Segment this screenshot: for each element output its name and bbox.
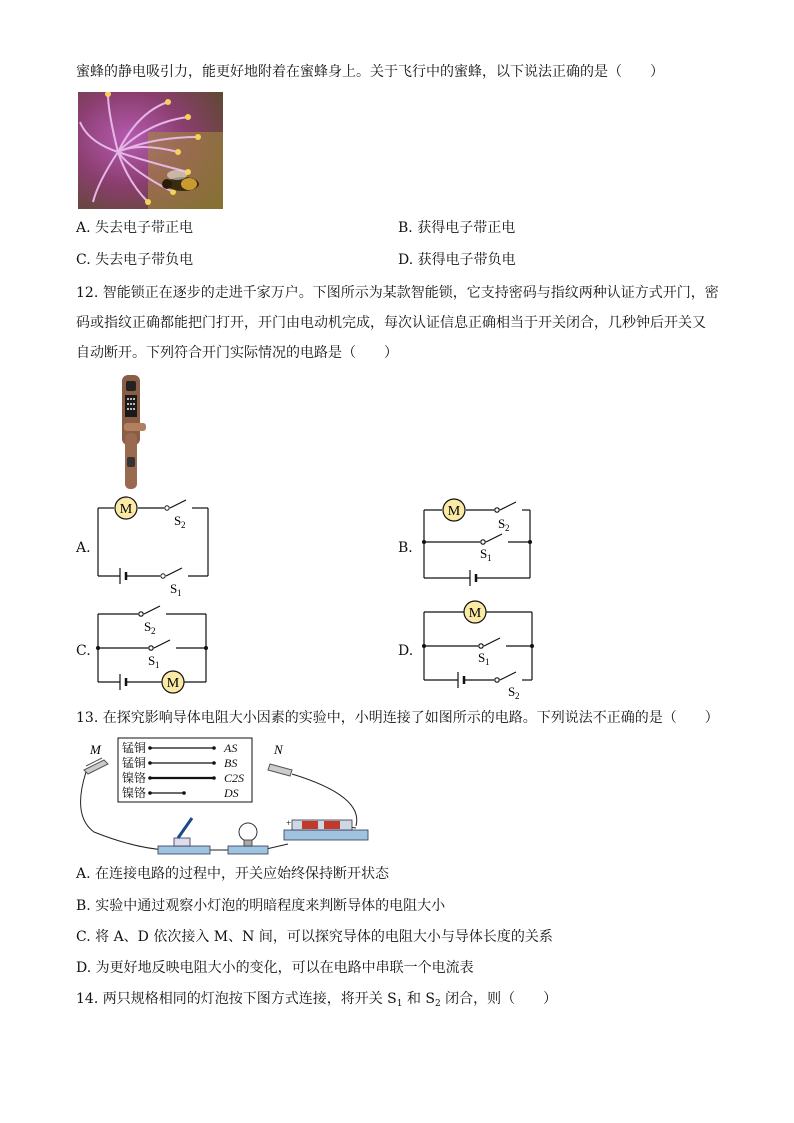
switch-label: S — [170, 581, 178, 596]
circuit-b-diagram — [418, 494, 542, 594]
q11-option-a[interactable]: A. 失去电子带正电 — [76, 220, 194, 236]
svg-text:+: + — [286, 818, 292, 828]
wire-label: DS — [224, 786, 239, 800]
smart-lock-photo — [116, 373, 148, 490]
motor-label: M — [447, 504, 461, 519]
svg-text:2: 2 — [505, 523, 510, 533]
wire-material: 锰铜 — [122, 741, 147, 755]
clip-n-label: N — [274, 742, 283, 757]
switch-label: S — [480, 546, 488, 561]
wire-material: 锰铜 — [122, 756, 147, 770]
q12-option-d-label[interactable]: D. — [398, 643, 414, 659]
motor-label: M — [119, 502, 133, 517]
q12-stem-line3: 自动断开。下列符合开门实际情况的电路是（ ） — [76, 345, 398, 361]
svg-text:2: 2 — [151, 626, 156, 636]
q13-option-c[interactable]: C. 将 A、D 依次接入 M、N 间，可以探究导体的电阻大小与导体长度的关系 — [76, 929, 553, 945]
switch-label: S — [498, 516, 506, 531]
wire-label: AS — [224, 741, 238, 755]
wire-material: 镍铬 — [122, 771, 147, 785]
circuit-a-diagram — [92, 492, 216, 598]
circuit-d-diagram — [418, 598, 542, 702]
q13-experiment-figure — [74, 736, 374, 860]
wire-label: BS — [224, 756, 238, 770]
q14-stem: 14. 两只规格相同的灯泡按下图方式连接，将开关 $S_1$ 和 $S_2$ 闭合，则（ ） — [76, 991, 558, 1009]
svg-text:2: 2 — [515, 691, 520, 701]
q11-stem-tail: 蜜蜂的静电吸引力，能更好地附着在蜜蜂身上。关于飞行中的蜜蜂，以下说法正确的是（ ） — [76, 64, 664, 80]
q12-stem-line2: 码或指纹正确都能把门打开，开门由电动机完成，每次认证信息正确相当于开关闭合，几秒钟后开关又 — [76, 315, 706, 331]
q12-stem-line1: 12. 智能锁正在逐步的走进千家万户。下图所示为某款智能锁，它支持密码与指纹两种认证方式开门，密 — [76, 285, 719, 301]
switch-label: S — [144, 619, 152, 634]
q13-option-b[interactable]: B. 实验中通过观察小灯泡的明暗程度来判断导体的电阻大小 — [76, 898, 446, 914]
wire-material: 镍铬 — [122, 786, 147, 800]
q11-option-d[interactable]: D. 获得电子带负电 — [398, 252, 516, 268]
circuit-c-diagram — [92, 600, 216, 696]
svg-text:1: 1 — [487, 553, 492, 563]
switch-label: S — [148, 653, 156, 668]
q13-option-a[interactable]: A. 在连接电路的过程中，开关应始终保持断开状态 — [76, 866, 390, 882]
svg-text:2: 2 — [181, 520, 186, 530]
svg-text:1: 1 — [485, 657, 490, 667]
motor-label: M — [468, 606, 482, 621]
svg-text:1: 1 — [177, 588, 182, 598]
bee-photo — [78, 92, 223, 209]
q11-option-c[interactable]: C. 失去电子带负电 — [76, 252, 194, 268]
motor-label: M — [166, 676, 180, 691]
switch-label: S — [478, 650, 486, 665]
q12-option-c-label[interactable]: C. — [76, 643, 91, 659]
clip-m-label: M — [90, 742, 101, 757]
svg-text:1: 1 — [155, 660, 160, 670]
q11-option-b[interactable]: B. 获得电子带正电 — [398, 220, 516, 236]
wire-label: C2S — [224, 771, 245, 785]
q13-stem: 13. 在探究影响导体电阻大小因素的实验中，小明连接了如图所示的电路。下列说法不正确的是（ ） — [76, 710, 719, 726]
switch-label: S — [508, 684, 516, 699]
q13-option-d[interactable]: D. 为更好地反映电阻大小的变化，可以在电路中串联一个电流表 — [76, 960, 474, 976]
q12-option-a-label[interactable]: A. — [76, 540, 91, 556]
q12-option-b-label[interactable]: B. — [398, 540, 413, 556]
switch-label: S — [174, 513, 182, 528]
